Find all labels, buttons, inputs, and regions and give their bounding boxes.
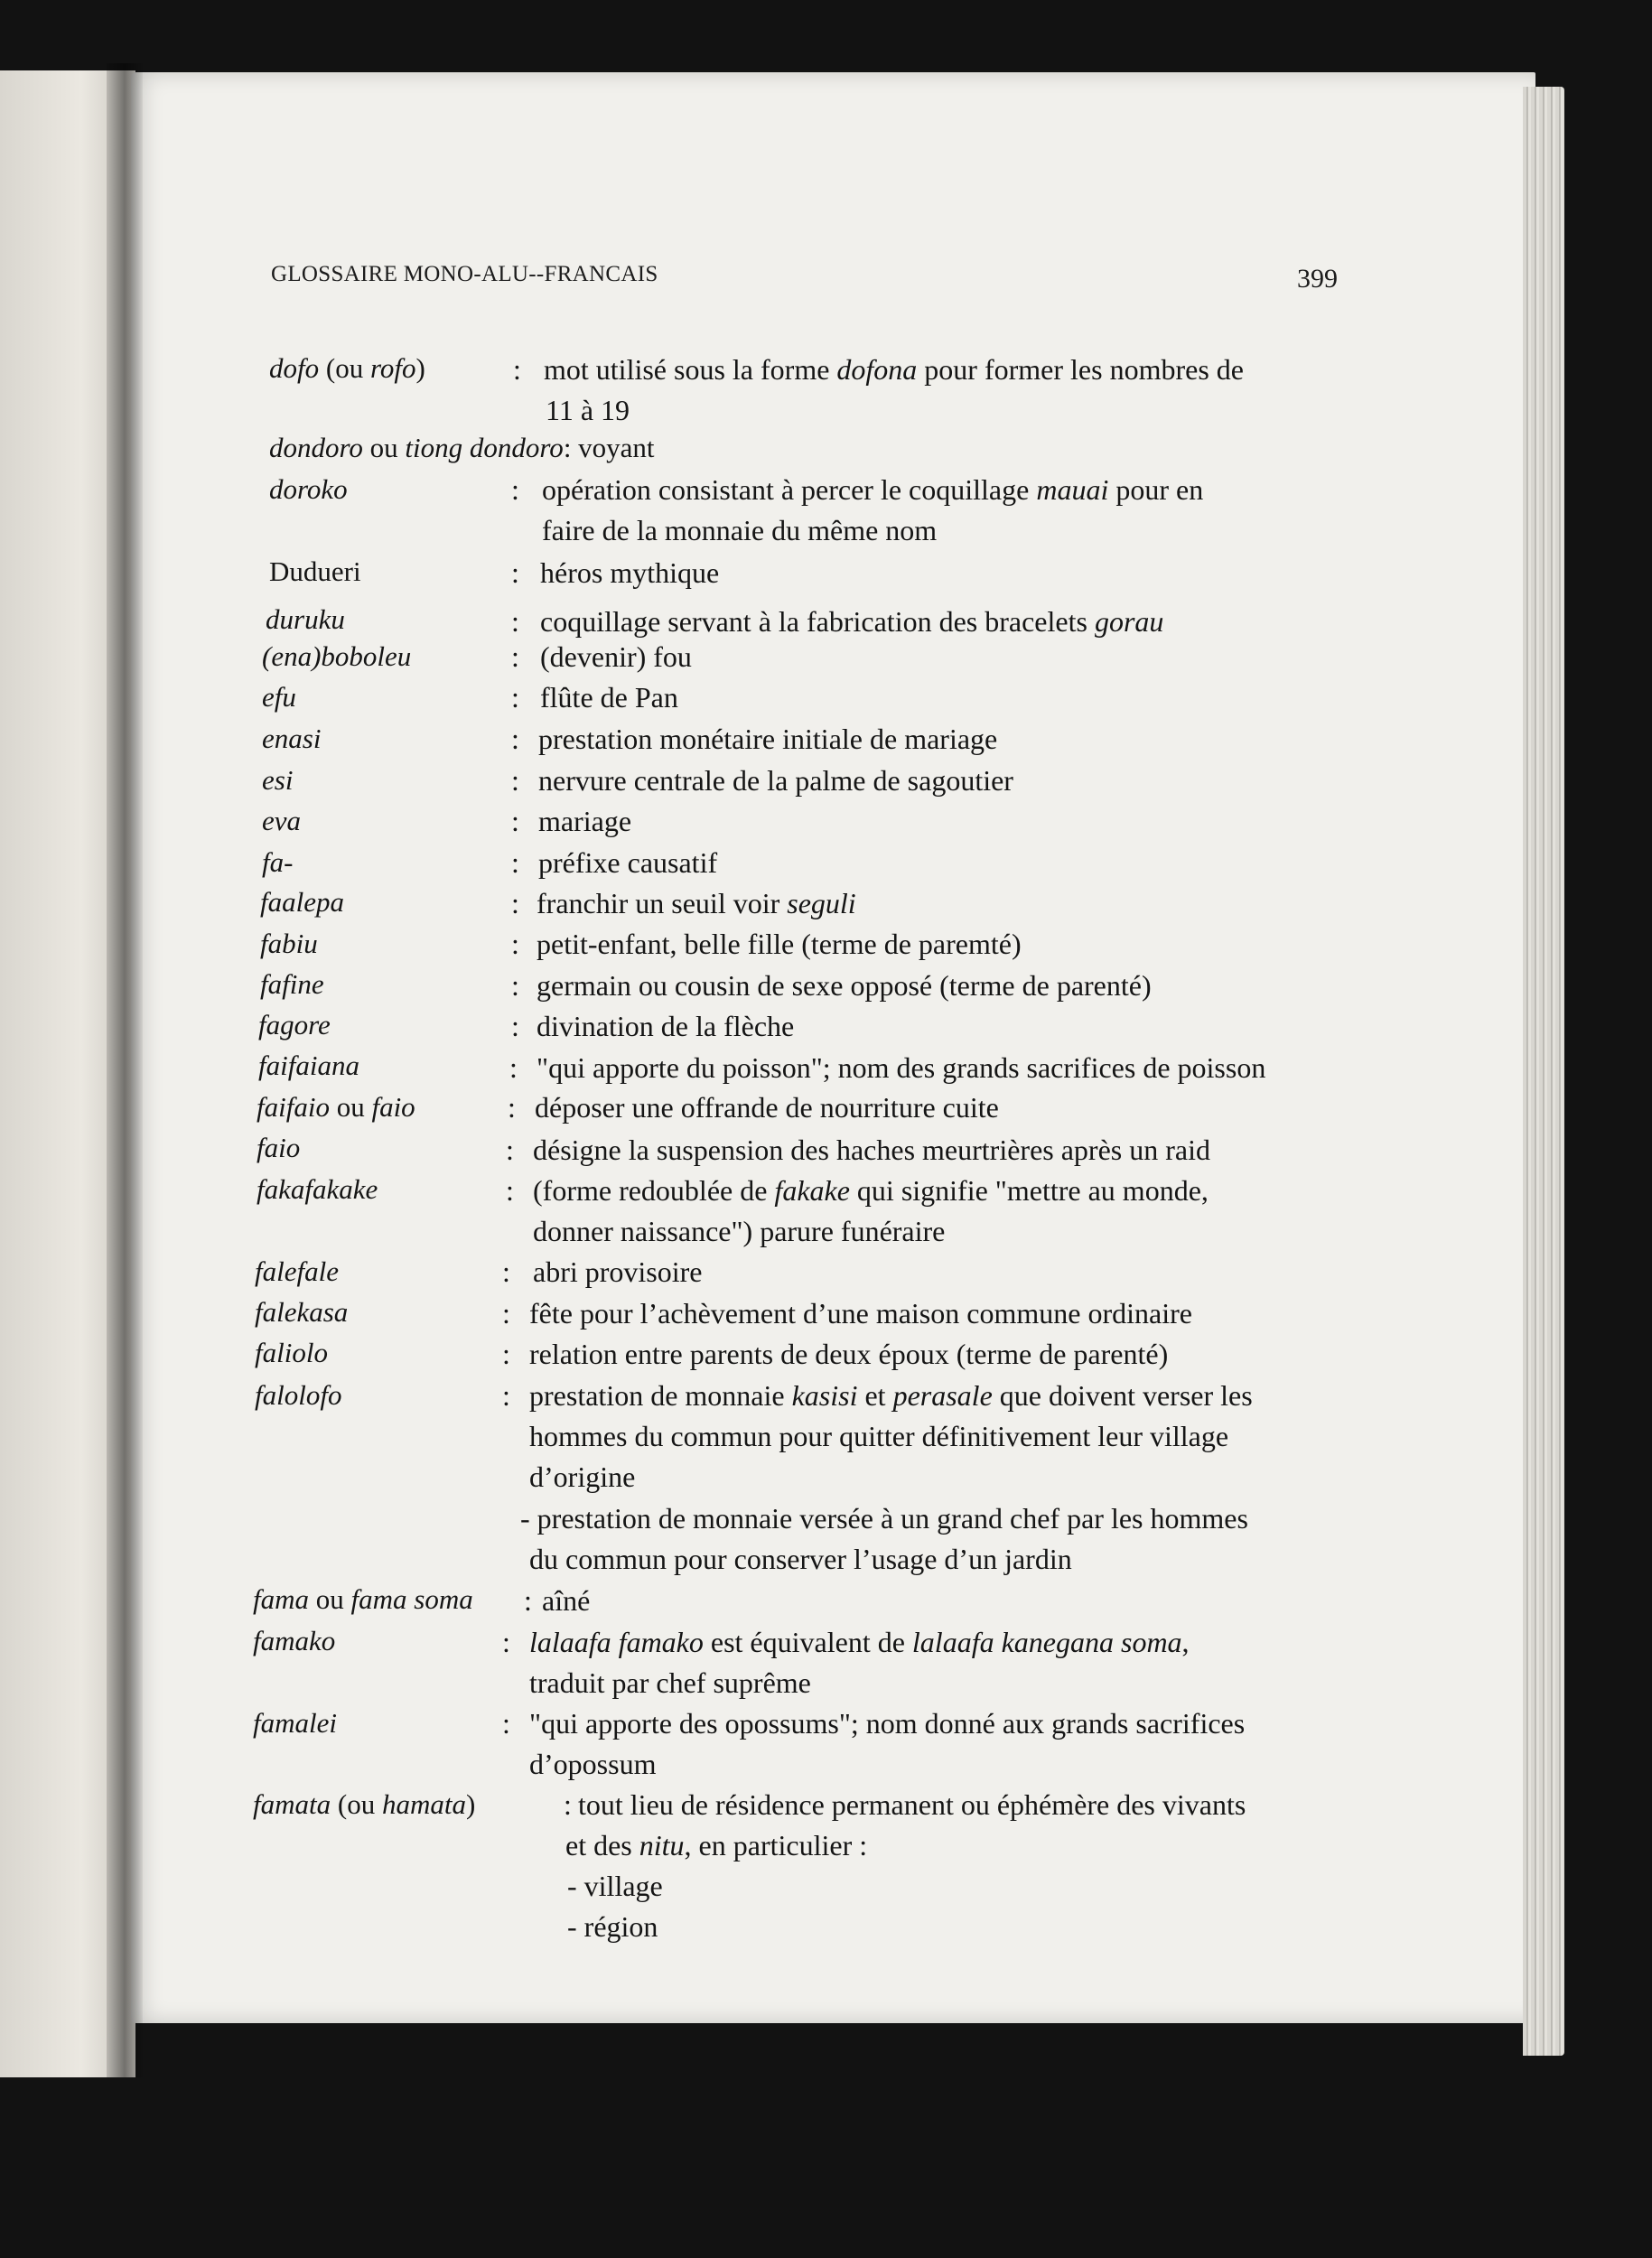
text-run: - prestation de monnaie versée à un grand chef par les hommes	[520, 1502, 1248, 1535]
definition-continuation	[567, 1910, 658, 1943]
glossary-term	[255, 1337, 328, 1369]
text-run: hamata	[381, 1788, 466, 1820]
text-run: "qui apporte du poisson"; nom des grands sacrifices de poisson	[537, 1051, 1266, 1084]
definition-continuation	[542, 514, 937, 546]
text-run: mariage	[538, 805, 632, 837]
term-separator: :	[511, 1010, 519, 1042]
text-run: opération consistant à percer le coquillage	[542, 473, 1037, 506]
text-run: mot utilisé sous la forme	[544, 353, 837, 386]
text-run: kasisi	[791, 1379, 858, 1412]
text-run: divination de la flèche	[537, 1010, 795, 1042]
text-run: faalepa	[260, 886, 344, 918]
text-run: : voyant	[563, 432, 655, 463]
glossary-term	[269, 432, 655, 464]
glossary-term	[253, 1583, 473, 1616]
text-run: prestation de monnaie	[529, 1379, 792, 1412]
glossary-term	[262, 846, 293, 879]
glossary-definition	[540, 640, 692, 673]
text-run: tout lieu de résidence permanent ou éphémère des vivants	[578, 1788, 1246, 1821]
term-separator: :	[511, 605, 519, 638]
text-run: que doivent verser les	[992, 1379, 1253, 1412]
text-run: tiong dondoro	[405, 432, 564, 463]
glossary-definition	[537, 1010, 794, 1042]
glossary-definition	[537, 887, 856, 919]
term-separator: :	[506, 1174, 514, 1207]
definition-continuation	[520, 1502, 1248, 1535]
glossary-term	[257, 1132, 300, 1164]
glossary-term	[269, 473, 348, 506]
text-run: flûte de Pan	[540, 681, 678, 714]
glossary-definition	[537, 969, 1152, 1002]
text-run: faio	[371, 1091, 415, 1123]
glossary-definition	[542, 473, 1203, 506]
term-separator: :	[511, 723, 519, 755]
term-separator: :	[511, 805, 519, 837]
text-run: fakake	[774, 1174, 850, 1207]
text-run: ou	[362, 432, 406, 463]
text-run: eva	[262, 805, 302, 836]
term-separator: :	[508, 1091, 516, 1124]
definition-continuation	[529, 1748, 656, 1780]
term-separator: :	[502, 1338, 510, 1370]
page-number: 399	[1297, 264, 1338, 294]
term-separator: :	[502, 1379, 510, 1412]
text-run: fama soma	[350, 1583, 473, 1615]
glossary-term	[253, 1625, 335, 1657]
text-run: donner naissance") parure funéraire	[533, 1215, 946, 1247]
glossary-definition	[537, 928, 1022, 960]
glossary-definition	[529, 1379, 1253, 1412]
text-run: d’opossum	[529, 1748, 657, 1780]
term-separator: :	[511, 473, 519, 506]
glossary-term	[255, 1296, 348, 1329]
text-run: famalei	[253, 1707, 337, 1739]
term-separator: :	[511, 928, 519, 960]
definition-continuation	[565, 1829, 867, 1861]
text-run: )	[415, 352, 425, 384]
term-separator: :	[509, 1051, 518, 1084]
text-run: du commun pour conserver l’usage d’un jardin	[529, 1543, 1072, 1575]
definition-continuation	[529, 1420, 1228, 1452]
text-run: gorau	[1094, 605, 1164, 638]
term-separator: :	[564, 1788, 572, 1821]
glossary-definition	[578, 1788, 1246, 1821]
term-separator: :	[502, 1297, 510, 1330]
text-run: franchir un seuil voir	[537, 887, 788, 919]
text-run: nitu	[639, 1829, 685, 1861]
glossary-term	[260, 968, 324, 1001]
text-run: (devenir) fou	[540, 640, 692, 673]
text-run: est équivalent de	[703, 1626, 912, 1658]
text-run: faliolo	[255, 1337, 328, 1368]
text-run: déposer une offrande de nourriture cuite	[535, 1091, 999, 1124]
text-run: ou	[309, 1583, 351, 1615]
running-head: GLOSSAIRE MONO-ALU--FRANCAIS	[271, 262, 658, 286]
term-separator: :	[524, 1584, 532, 1617]
glossary-definition	[533, 1174, 1209, 1207]
term-separator: :	[511, 846, 519, 879]
glossary-term	[260, 928, 318, 960]
glossary-definition	[540, 681, 678, 714]
glossary-term	[260, 886, 344, 919]
text-run: rofo	[369, 352, 416, 384]
text-run: faifaiana	[258, 1050, 359, 1081]
text-run: faire de la monnaie du même nom	[542, 514, 938, 546]
text-run: falefale	[255, 1255, 339, 1287]
definition-continuation	[567, 1870, 663, 1902]
glossary-term	[253, 1707, 337, 1740]
definition-continuation	[533, 1215, 945, 1247]
glossary-term	[269, 352, 425, 385]
text-run: seguli	[787, 887, 856, 919]
glossary-term	[258, 1009, 331, 1041]
glossary-definition	[533, 1255, 703, 1288]
text-run: fabiu	[260, 928, 318, 959]
text-run: (forme redoublée de	[533, 1174, 775, 1207]
text-run: abri provisoire	[533, 1255, 703, 1288]
text-run: duruku	[266, 603, 345, 635]
term-separator: :	[502, 1707, 510, 1740]
text-run: doroko	[269, 473, 348, 505]
text-run: dondoro	[269, 432, 363, 463]
term-separator: :	[511, 640, 519, 673]
text-run: mauai	[1036, 473, 1109, 506]
glossary-definition	[540, 605, 1163, 638]
text-run: lalaafa kanegana soma	[911, 1626, 1182, 1658]
glossary-definition	[529, 1707, 1245, 1740]
glossary-definition	[538, 723, 997, 755]
text-run: faifaio	[257, 1091, 330, 1123]
glossary-definition	[529, 1626, 1190, 1658]
term-separator: :	[511, 969, 519, 1002]
text-run: famata	[253, 1788, 331, 1820]
term-separator: :	[511, 681, 519, 714]
text-run: et	[857, 1379, 893, 1412]
text-run: ,	[1181, 1626, 1190, 1658]
term-separator: :	[502, 1255, 510, 1288]
definition-continuation	[529, 1543, 1072, 1575]
glossary-term	[257, 1173, 378, 1206]
text-run: petit-enfant, belle fille (terme de paremté)	[537, 928, 1022, 960]
text-run: fête pour l’achèvement d’une maison commune ordinaire	[529, 1297, 1192, 1330]
definition-continuation	[546, 394, 630, 426]
text-run: (ou	[331, 1788, 382, 1820]
text-run: fa-	[262, 846, 294, 878]
text-run: dofo	[269, 352, 320, 384]
text-run: lalaafa famako	[529, 1626, 704, 1658]
text-run: dofona	[836, 353, 918, 386]
text-run: faio	[257, 1132, 301, 1163]
text-run: efu	[262, 681, 296, 713]
text-run: désigne la suspension des haches meurtrières après un raid	[533, 1134, 1210, 1166]
text-run: pour former les nombres de	[917, 353, 1244, 386]
glossary-term	[262, 640, 411, 673]
glossary-definition	[529, 1338, 1168, 1370]
text-run: , en particulier :	[684, 1829, 868, 1861]
text-run: héros mythique	[540, 556, 720, 589]
glossary-term	[262, 723, 321, 755]
text-run: d’origine	[529, 1460, 636, 1493]
text-run: esi	[262, 764, 294, 796]
glossary-definition	[535, 1091, 999, 1124]
definition-continuation	[529, 1460, 635, 1493]
glossary-term	[269, 555, 361, 588]
term-separator: :	[511, 887, 519, 919]
glossary-term	[262, 764, 293, 797]
text-run: falolofo	[255, 1379, 342, 1411]
glossary-definition	[538, 764, 1013, 797]
text-run: coquillage servant à la fabrication des bracelets	[540, 605, 1095, 638]
glossary-definition	[537, 1051, 1265, 1084]
term-separator: :	[502, 1626, 510, 1658]
term-separator: :	[511, 764, 519, 797]
glossary-definition	[538, 846, 717, 879]
term-separator: :	[513, 353, 521, 386]
text-run: famako	[253, 1625, 336, 1656]
text-run: hommes du commun pour quitter définitivement leur village	[529, 1420, 1229, 1452]
term-separator: :	[511, 556, 519, 589]
glossary-definition	[533, 1134, 1210, 1166]
glossary-term	[258, 1050, 359, 1082]
text-run: fakafakake	[257, 1173, 378, 1205]
text-run: traduit par chef suprême	[529, 1666, 811, 1699]
text-run: préfixe causatif	[538, 846, 718, 879]
glossary-definition	[540, 556, 719, 589]
glossary-definition	[544, 353, 1244, 386]
text-run: - village	[567, 1870, 663, 1902]
term-separator: :	[506, 1134, 514, 1166]
glossary-definition	[529, 1297, 1192, 1330]
glossary-term	[255, 1255, 339, 1288]
glossary-term	[253, 1788, 475, 1821]
text-run: - région	[567, 1910, 658, 1943]
text-run: et des	[565, 1829, 639, 1861]
glossary-term	[262, 805, 301, 837]
glossary-term	[262, 681, 296, 714]
text-run: qui signifie "mettre au monde,	[849, 1174, 1209, 1207]
text-run: (ena)boboleu	[262, 640, 412, 672]
glossary-term	[266, 603, 345, 636]
text-run: 11 à 19	[546, 394, 630, 426]
text-run: fagore	[258, 1009, 331, 1040]
text-run: ou	[329, 1091, 372, 1123]
text-run: germain ou cousin de sexe opposé (terme de parenté)	[537, 969, 1152, 1002]
text-run: perasale	[892, 1379, 993, 1412]
glossary-term	[257, 1091, 415, 1124]
text-run: pour en	[1108, 473, 1204, 506]
text-run: nervure centrale de la palme de sagoutier	[538, 764, 1013, 797]
text-run: "qui apporte des opossums"; nom donné aux grands sacrifices	[529, 1707, 1246, 1740]
text-run: fama	[253, 1583, 309, 1615]
text-run: relation entre parents de deux époux (terme de parenté)	[529, 1338, 1169, 1370]
text-run: Dudueri	[269, 555, 361, 587]
text-run: prestation monétaire initiale de mariage	[538, 723, 998, 755]
text-run: aîné	[542, 1584, 591, 1617]
text-run: (ou	[319, 352, 370, 384]
text-run: fafine	[260, 968, 324, 1000]
glossary-definition	[542, 1584, 590, 1617]
definition-continuation	[529, 1666, 811, 1699]
text-run: enasi	[262, 723, 322, 754]
text-run: falekasa	[255, 1296, 349, 1328]
text-run: )	[465, 1788, 476, 1820]
glossary-term	[255, 1379, 341, 1412]
glossary-definition	[538, 805, 631, 837]
